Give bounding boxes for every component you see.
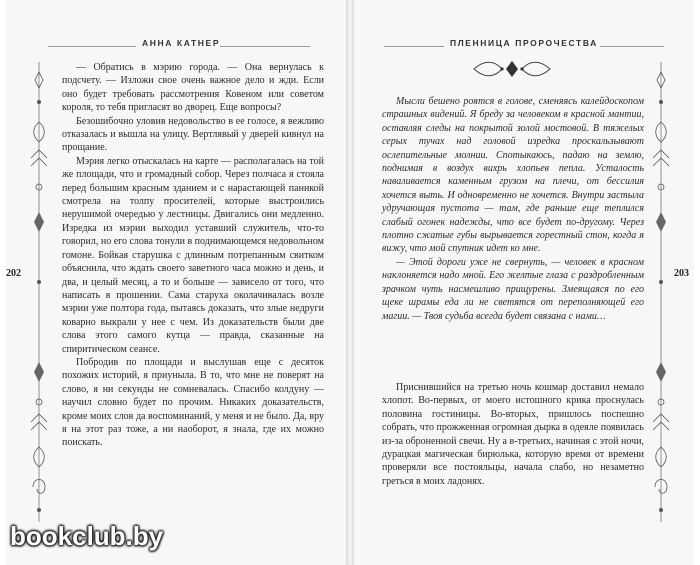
right-italic-paragraph-1: Мысли бешено роятся в голове, сменяясь калейдоскопом страшных видений. Я бреду за человеком в красной мантии, оставляя следы на покрытой золой мостовой. В тяжелых серых тучах над головой изредка проскальзывают ослепительные молнии. Спотыкаюсь, падаю на землю, поднимая в воздух вихрь хлопьев пепла. Усталость наваливается каменным грузом на плечи, от бессилия хочется выть. И одновременно не хочется. Внутри застыла удручающая пустота — там, где раньше еще теплился слабый огонек надежды, что все будет по-другому. Через плотно сжатые губы вырывается горестный стон, когда я вижу, что мой спутник идет ко мне. [382,96,644,255]
left-paragraph-2: Безошибочно уловив недовольство в ее голосе, я вежливо отказалась и вышла на улицу. Вертлявый у дверей кивнул на прощание. [62,115,324,154]
right-paragraph-1: Приснившийся на третью ночь кошмар доставил немало хлопот. Во-первых, от моего истошного крика проснулась половина гостиницы. Во-вторых, пришлось поспешно собрать, что прожженная огромная дырка в одеяле появилась из-за оброненной свечи. Ну а в-третьих, начиная с этой ночи, дурацкая магическая бирюлька, которую время от времени проверяли все постояльцы, начала слабо, но незаметно греться в моих ладонях. [382,382,644,487]
left-page [6,0,346,565]
header-rule-right [600,46,664,47]
right-page-body [382,381,644,488]
right-italic-paragraph-2: — Этой дороги уже не свернуть, — человек в красном наклоняется надо мной. Его желтые глаза с раздробленным зрачком чуть насмешливо прищурены. Змеящаяся по его щеке шрамы еда ли не светятся от переполняющей его магии. — Твоя судьба всегда будет связана с нами… [382,256,644,322]
left-page-number: 202 [6,268,21,279]
left-margin-ornament [28,62,50,522]
header-rule-left [384,46,444,47]
right-running-header: ПЛЕННИЦА ПРОРОЧЕСТВА [450,38,598,48]
left-paragraph-4: Побродив по площади и выслушав еще с десяток похожих историй, я приуныла. В то, что мне не поверят на слово, я ни секунды не сомневалась. Спасибо колдуну — научил словно будет по прочим. Никаких доказательств, кроме моих слов да воспоминаний, у меня и не было. Да, вру я на этот раз тоже, а ни наоборот, я знала, где их можно поискать. [62,356,324,449]
left-running-header: АННА КАТНЕР [142,38,221,48]
left-paragraph-1: — Обратись в мэрию города. — Она вернулась к подсчету. — Изложи свое очень важное дело и жди. Если оно будет требовать рассмотрения Ковеном или советом короля, то тебя пригласят во дворец. Еще вопросы? [62,62,324,114]
right-page-number: 203 [674,268,689,279]
left-page-body [62,61,324,450]
site-watermark: bookclub.by [10,521,164,551]
right-margin-ornament [650,62,672,522]
header-rule-left [48,46,136,47]
header-rule-right [220,46,310,47]
right-page [354,0,694,565]
book-gutter [346,0,354,565]
left-paragraph-3: Мэрия легко отыскалась на карте — располагалась на той же площади, что и громадный собор. Через полчаса я стояла перед большим красным зданием и с нарастающей паникой смотрела на толпу просителей, которые выстроились нерушимой очередью у лестницы. Двигались они медленно. Изредка из мэрии выходил уставший служитель, что-то говорил, но его слова тонули в поднимающемся недовольном гомоне. Бойкая старушка с длинным потрепанным свитком объяснила, что ждать своего заветного часа можно и день, и два, и целый месяц, а то и больше — зависело от того, что написать в прошении. Сама старуха околачивалась возле мэрии уже полтора года, пытаясь доказать, что злые недруги коварно выкрали у нее с чем. Из доказательств были две слова этого самого кутца — правда, сказанные на спиритическом сеансе. [62,155,324,355]
right-page-italic-passage [382,95,644,323]
chapter-flourish-ornament [472,58,552,80]
